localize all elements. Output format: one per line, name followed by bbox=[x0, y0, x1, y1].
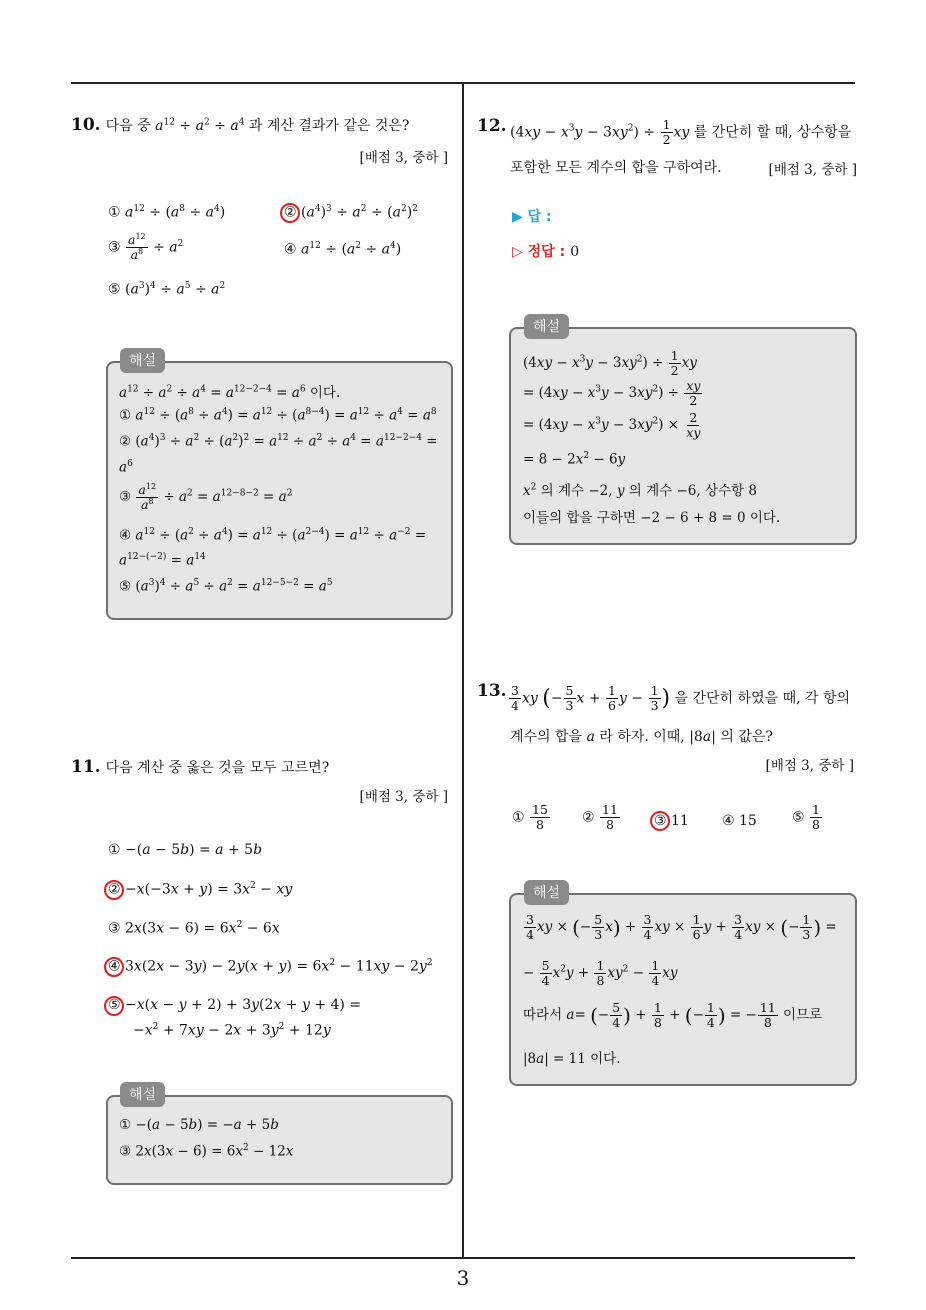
choice-5[interactable]: ⑤ −x(x − y + 2) + 3y(2x + y + 4) = bbox=[108, 997, 362, 1013]
solution-line: ③ $\frac{a^{12}}{a^8}$ ÷ $a^2 = a^{12-8-2} = a^2$ bbox=[119, 482, 293, 513]
points-label: [배점 3, 중하 ] bbox=[768, 162, 857, 178]
solution-line: $a^6$ bbox=[119, 459, 133, 476]
question-13 bbox=[477, 681, 507, 701]
question-number: 11. bbox=[71, 757, 101, 777]
points-label: [배점 3, 중하 ] bbox=[359, 789, 448, 805]
choice-1[interactable]: ① −(a − 5b) = a + 5b bbox=[108, 842, 263, 858]
solution-line: − $\frac{5}{4}$ $x^2y$ + $\frac{1}{8}$ $xy^2$ − $\frac{1}{4}$ xy bbox=[523, 958, 678, 988]
correct-answer-value: 0 bbox=[570, 244, 580, 260]
solution-label: 해설 bbox=[524, 880, 569, 905]
column-divider bbox=[462, 84, 464, 1259]
correct-answer bbox=[512, 241, 579, 261]
page-number: 3 bbox=[456, 1266, 470, 1290]
question-text-line2: 포함한 모든 계수의 합을 구하여라. bbox=[510, 160, 722, 176]
question-10 bbox=[71, 115, 409, 137]
solution-line: $a^{12} \div a^2 \div a^4 = a^{12-2-4} = a^6$ 이다. bbox=[119, 384, 341, 401]
answer-mark-circle bbox=[104, 880, 124, 900]
question-text: $\frac{3}{4}$ xy (− $\frac{5}{3}$ x + $\frac{1}{6}$ y − $\frac{1}{3}$ ) 을 간단히 하였을 때, 각 항의 bbox=[511, 683, 851, 713]
answer-field-label[interactable]: ▶ 답 : bbox=[512, 209, 552, 225]
choice-2[interactable]: ② $\frac{11}{8}$ bbox=[582, 802, 618, 832]
correct-answer-label: ▷ 정답 : bbox=[512, 244, 566, 260]
answer-mark-circle bbox=[104, 957, 124, 977]
choice-4[interactable]: ④ $3x(2x - 3y) - 2y(x + y) = 6x^2 - 11xy - 2y^2$ bbox=[108, 958, 433, 975]
choice-4[interactable]: ④ 15 bbox=[722, 813, 757, 829]
choice-4[interactable]: ④ $a^{12} \div (a^2 \div a^4)$ bbox=[284, 241, 402, 258]
choice-5-continued: $-x^2 + 7xy - 2x + 3y^2 + 12y$ bbox=[133, 1022, 331, 1039]
question-number: 10. bbox=[71, 115, 101, 135]
solution-line: ⑤ $(a^3)^4 \div a^5 \div a^2 = a^{12-5-2} = a^5$ bbox=[119, 578, 333, 595]
choice-2[interactable]: ② $-x(-3x + y) = 3x^2$ − xy bbox=[108, 881, 293, 898]
question-text-line2: 계수의 합을 a 라 하자. 이때, |8a| 의 값은? bbox=[510, 729, 773, 745]
solution-line: = $(4xy - x^3y - 3xy^2)$ ÷ $\frac{xy}{2}$ bbox=[523, 378, 701, 408]
solution-line: $x^2$ 의 계수 −2, y 의 계수 −6, 상수항 8 bbox=[523, 482, 757, 499]
question-text: 다음 중 $a^{12} \div a^2 \div a^4$ 과 계산 결과가 같은 것은? bbox=[105, 117, 410, 134]
solution-line: ② $(a^4)^3 \div a^2 \div (a^2)^2 = a^{12} \div a^2 \div a^4 = a^{12-2-4}$ = bbox=[119, 433, 438, 450]
choice-2[interactable]: ② $(a^4)^3 \div a^2 \div (a^2)^2$ bbox=[284, 204, 418, 221]
solution-label: 해설 bbox=[524, 314, 569, 339]
solution-box bbox=[509, 327, 857, 545]
solution-line: ③ $2x(3x - 6) = 6x^2 - 12x$ bbox=[119, 1143, 294, 1160]
question-11 bbox=[71, 757, 329, 779]
solution-line: ① −(a − 5b) = −a + 5b bbox=[119, 1117, 279, 1133]
choice-3[interactable]: ③ $\frac{a^{12}}{a^8}$ ÷ $a^2$ bbox=[108, 232, 184, 263]
solution-box bbox=[106, 361, 453, 620]
question-12 bbox=[477, 116, 507, 136]
solution-box bbox=[509, 893, 857, 1086]
solution-line: $(4xy - x^3y - 3xy^2)$ ÷ $\frac{1}{2}$ xy bbox=[523, 348, 697, 378]
choice-1[interactable]: ① $\frac{15}{8}$ bbox=[512, 802, 548, 832]
solution-line: = $(4xy - x^3y - 3xy^2)$ × $\frac{2}{xy}$ bbox=[523, 410, 701, 440]
solution-line: $\frac{3}{4}$ xy × (− $\frac{5}{3}$ x) + $\frac{3}{4}$ xy × $\frac{1}{6}$ y + $\frac{3}{4}$ xy × (− $\frac{1}{3}$ ) = bbox=[526, 912, 837, 942]
solution-line: |8a| = 11 이다. bbox=[523, 1051, 621, 1067]
choice-1[interactable]: ① $a^{12} \div (a^8 \div a^4)$ bbox=[108, 204, 226, 221]
solution-line: ④ $a^{12} \div (a^2 \div a^4) = a^{12} \div (a^{2-4}) = a^{12} \div a^{-2}$ = bbox=[119, 527, 427, 544]
answer-mark-circle bbox=[650, 811, 670, 831]
answer-mark-circle bbox=[280, 203, 300, 223]
choice-5[interactable]: ⑤ $(a^3)^4 \div a^5 \div a^2$ bbox=[108, 281, 226, 298]
solution-box bbox=[106, 1095, 453, 1185]
choice-3[interactable]: ③ $2x(3x - 6) = 6x^2 - 6x$ bbox=[108, 920, 280, 937]
solution-line: ① $a^{12} \div (a^8 \div a^4) = a^{12} \div (a^{8-4}) = a^{12} \div a^4 = a^8$ bbox=[119, 407, 437, 424]
solution-label: 해설 bbox=[120, 1082, 165, 1107]
solution-line: $a^{12-(-2)} = a^{14}$ bbox=[119, 552, 206, 569]
solution-line: 이들의 합을 구하면 −2 − 6 + 8 = 0 이다. bbox=[523, 510, 781, 526]
choice-3[interactable]: ③ 11 bbox=[654, 813, 689, 829]
choice-5[interactable]: ⑤ $\frac{1}{8}$ bbox=[792, 802, 820, 832]
solution-label: 해설 bbox=[120, 348, 165, 373]
points-label: [배점 3, 중하 ] bbox=[359, 150, 448, 166]
question-number: 13. bbox=[477, 681, 507, 701]
answer-mark-circle bbox=[104, 996, 124, 1016]
question-text: 다음 계산 중 옳은 것을 모두 고르면? bbox=[105, 760, 330, 776]
points-label: [배점 3, 중하 ] bbox=[765, 758, 854, 774]
question-number: 12. bbox=[477, 116, 507, 136]
solution-line: = $8 - 2x^2 - 6y$ bbox=[523, 451, 626, 468]
question-text: $(4xy - x^3y - 3xy^2)$ ÷ $\frac{1}{2}$ xy 를 간단히 할 때, 상수항을 bbox=[510, 117, 852, 147]
solution-line: 따라서 a= (− $\frac{5}{4}$ ) + $\frac{1}{8}$ + (− $\frac{1}{4}$ ) = − $\frac{11}{8}$ 이므로 bbox=[523, 1000, 823, 1030]
